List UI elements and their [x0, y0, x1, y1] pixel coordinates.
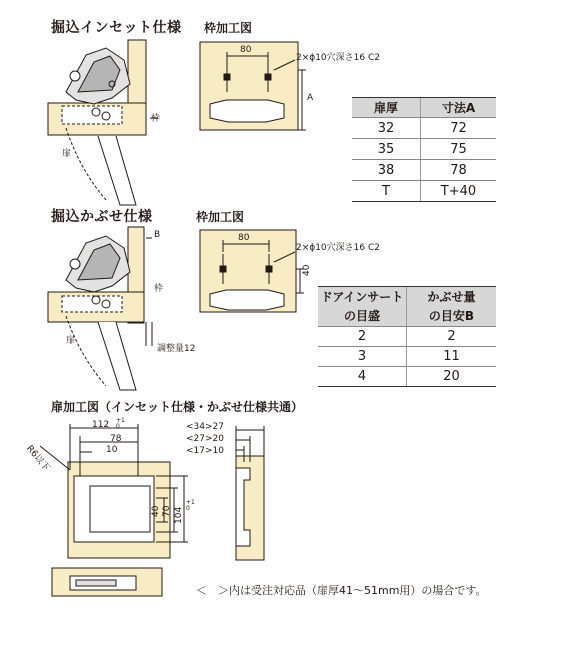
- tol-zero-104: 0: [186, 505, 190, 512]
- dim-112: 112: [92, 420, 110, 430]
- table-row: 32 72: [352, 118, 496, 139]
- overlay-hinge-diagram: [48, 227, 152, 390]
- dim-17-10: <17>10: [186, 446, 224, 456]
- dim-80-inset: 80: [240, 45, 252, 55]
- dim-104-door: 104: [174, 506, 184, 524]
- footnote: ＜ ＞内は受注対応品（扉厚41～51mm用）の場合です。: [196, 584, 487, 597]
- tol-plus-104: +1: [186, 499, 195, 506]
- overlay-spec-title: 掘込かぶせ仕様: [51, 209, 153, 225]
- door-section-drawing: [236, 426, 264, 560]
- dim-78: 78: [110, 434, 122, 444]
- table-dimension-a: [352, 97, 496, 202]
- dim-80-overlay: 80: [238, 233, 250, 243]
- table-row: T T+40: [352, 181, 496, 202]
- table-overlay-b: [318, 286, 496, 387]
- inset-spec-title: 掘込インセット仕様: [51, 20, 182, 36]
- th-door-insert-scale: ドアインサート の目盛: [318, 287, 407, 327]
- hole-spec-overlay: 2×ϕ10穴深さ16 C2: [296, 243, 380, 253]
- dim-10: 10: [106, 445, 118, 455]
- table-row: 4 20: [318, 367, 496, 387]
- overlay-frame-drawing: [200, 230, 304, 312]
- inset-hinge-diagram: [48, 40, 161, 205]
- tol-zero-112: 0: [116, 423, 120, 430]
- dim-27-20: <27>20: [186, 434, 224, 444]
- hole-spec-inset: 2×ϕ10穴深さ16 C2: [296, 53, 380, 63]
- table-row: 3 11: [318, 347, 496, 367]
- radius-label: R6以下: [24, 443, 51, 474]
- a-dimension-label: A: [307, 93, 314, 103]
- th-dimension-a: 寸法A: [421, 98, 497, 118]
- door-label-inset: 扉: [62, 149, 72, 159]
- frame-label-inset: 枠: [151, 114, 161, 124]
- dim-34-27: <34>27: [186, 422, 224, 432]
- dim-70-door: 70: [162, 505, 172, 517]
- th-overlay-amount: かぶせ量 の目安B: [407, 287, 497, 327]
- dim-40-door: 40: [151, 505, 161, 517]
- door-machining-title: 扉加工図（インセット仕様・かぶせ仕様共通）: [51, 400, 304, 414]
- door-strip-drawing: [52, 568, 162, 596]
- b-label: B: [154, 230, 161, 240]
- th-door-thickness: 扉厚: [352, 98, 421, 118]
- table-row: 35 75: [352, 139, 496, 160]
- overlay-frame-title: 枠加工図: [196, 210, 245, 224]
- dim-40-overlay: 40: [302, 264, 312, 276]
- tol-plus-112: +1: [116, 417, 125, 424]
- table-row: 38 78: [352, 160, 496, 181]
- frame-label-overlay: 枠: [154, 284, 164, 294]
- table-row: 2 2: [318, 327, 496, 347]
- adjust-label: 調整量12: [157, 344, 196, 354]
- inset-frame-title: 枠加工図: [204, 21, 253, 35]
- door-label-overlay: 扉: [66, 336, 76, 346]
- inset-frame-drawing: [200, 42, 306, 130]
